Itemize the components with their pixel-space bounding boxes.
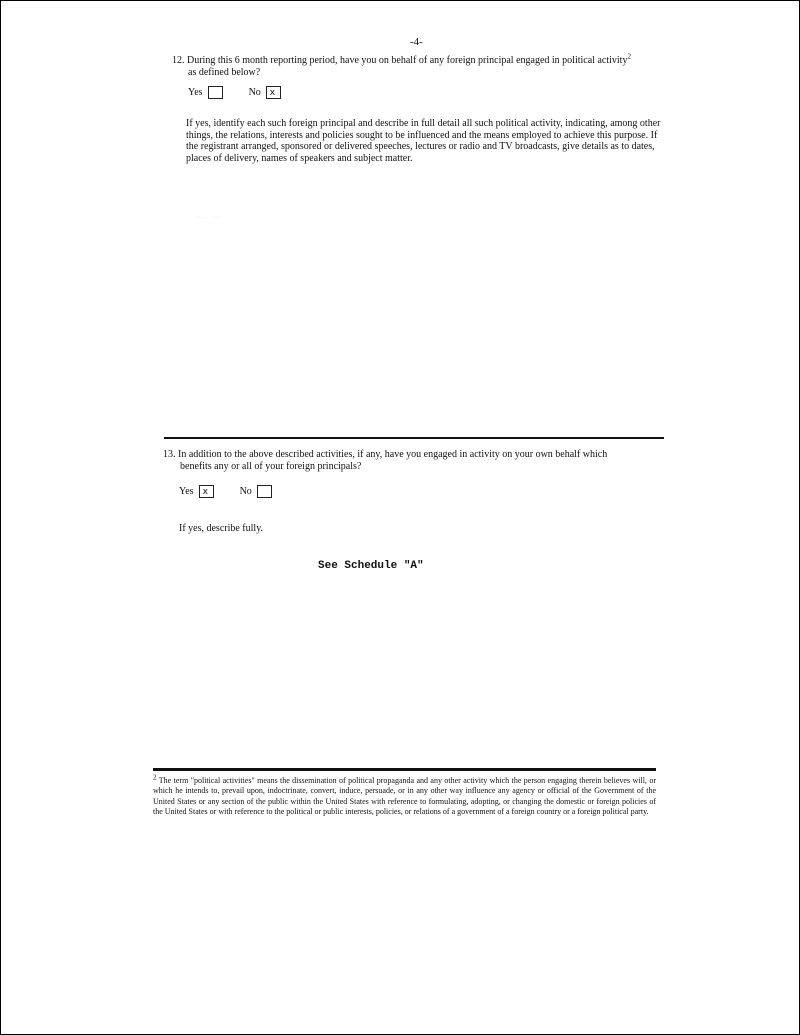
question-12-yes-label: Yes <box>188 87 203 98</box>
footnote-reference: 2 <box>627 52 631 61</box>
question-12-no-label: No <box>248 87 261 98</box>
question-13-choices <box>179 485 298 498</box>
question-13-instructions: If yes, describe fully. <box>179 523 264 534</box>
question-12-text-continued: as defined below? <box>188 67 261 78</box>
question-12-choices <box>188 86 307 99</box>
question-13-no-option <box>240 485 272 498</box>
question-13-yes-checkbox[interactable] <box>199 485 214 498</box>
question-12-instructions: If yes, identify each such foreign principal and describe in full detail all such political activity, indicating, among other things, the relations, interests and policies sought to be influenced and the means employed to achieve this purpose. If the registrant arranged, sponsored or delivered speeches, lectures or radio and TV broadcasts, give details as to dates, places of delivery, names of speakers and subject matter. <box>186 118 661 164</box>
question-13-text-continued: benefits any or all of your foreign principals? <box>180 461 362 472</box>
question-13-answer: See Schedule "A" <box>318 560 424 572</box>
question-12-yes-option <box>188 86 223 99</box>
footnote <box>153 773 657 818</box>
question-12-text: During this 6 month reporting period, have you on behalf of any foreign principal engaged in political activity <box>187 55 628 66</box>
question-13 <box>163 449 668 473</box>
question-13-yes-label: Yes <box>179 486 194 497</box>
question-12-yes-checkbox[interactable] <box>208 86 223 99</box>
question-13-text: In addition to the above described activities, if any, have you engaged in activity on your own behalf which <box>178 449 608 460</box>
page-number: -4- <box>410 36 423 48</box>
question-12 <box>172 52 672 79</box>
footnote-rule <box>153 768 656 771</box>
faint-mark: ···· ··· <box>196 215 222 221</box>
question-12-no-option <box>249 86 281 99</box>
question-13-no-label: No <box>239 486 252 497</box>
question-13-number: 13. <box>163 449 176 460</box>
question-12-number: 12. <box>172 55 185 66</box>
question-13-yes-mark: x <box>202 487 208 497</box>
footnote-marker: 2 <box>153 773 157 782</box>
question-12-no-mark: x <box>269 88 276 98</box>
footnote-text: The term "political activities" means the dissemination of political propaganda and any other activity which the person engaging therein believes will, or which he intends to, prevail upon, indoctrinate, convert, induce, persuade, or in any other way influence any agency or official of the Government of the United States or any section of the public within the United States with reference to formulating, adopting, or changing the domestic or foreign policies of the United States or with reference to the political or public interests, policies, or relations of a government of a foreign country or a foreign political party. <box>153 776 657 817</box>
question-13-no-checkbox[interactable] <box>257 485 272 498</box>
question-12-no-checkbox[interactable] <box>266 86 281 99</box>
section-divider <box>164 437 664 439</box>
question-13-yes-option <box>179 485 214 498</box>
